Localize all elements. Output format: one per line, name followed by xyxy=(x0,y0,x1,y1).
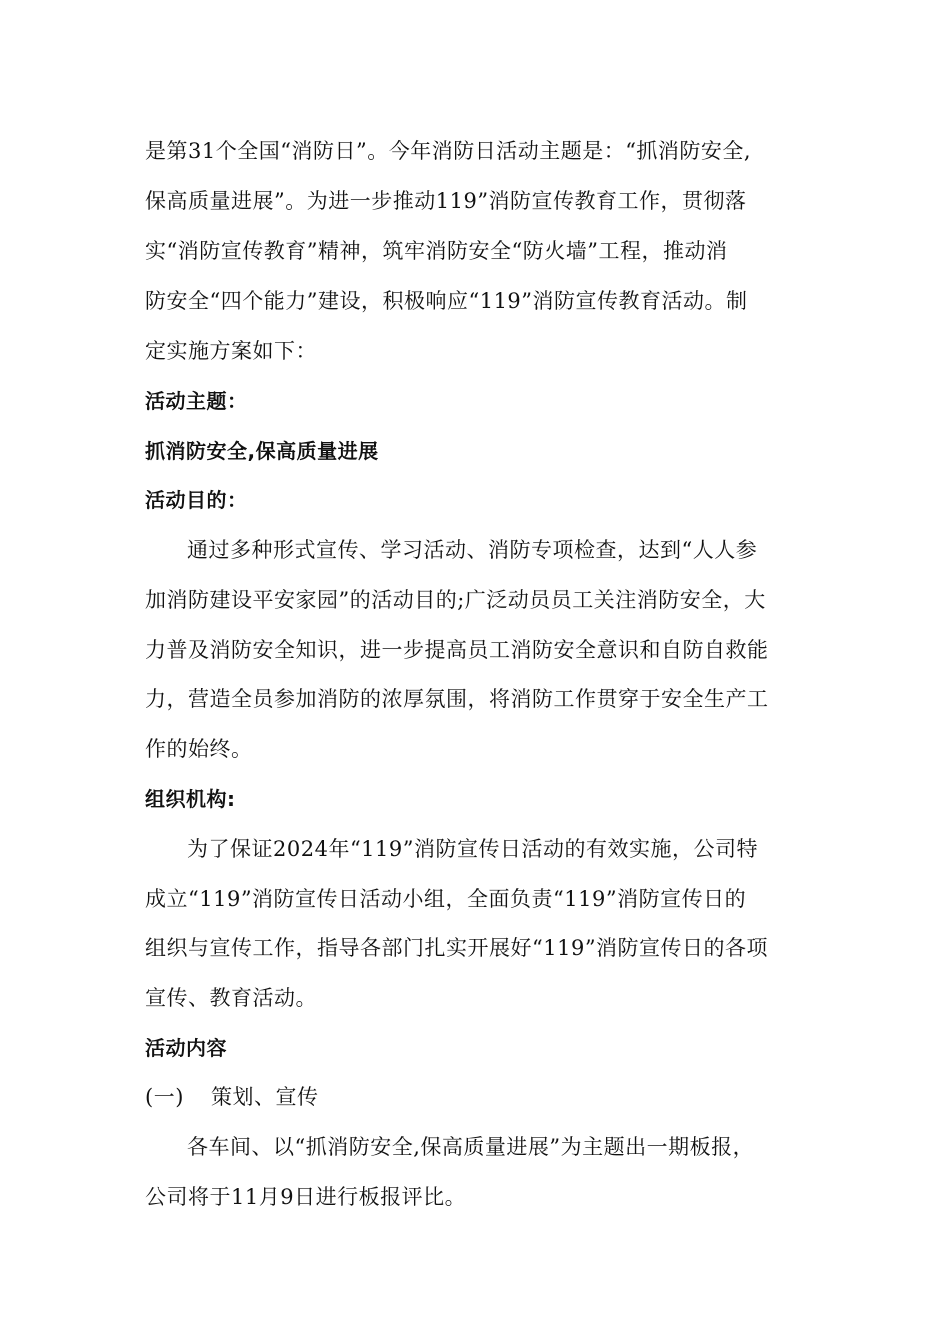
organization-line-3: 组织与宣传工作，指导各部门扎实开展好“119”消防宣传日的各项 xyxy=(145,936,769,960)
content-heading: 活动内容 xyxy=(145,1036,227,1060)
intro-line-2: 保高质量进展”。为进一步推动119”消防宣传教育工作，贯彻落 xyxy=(145,189,747,213)
intro-line-3: 实“消防宣传教育”精神，筑牢消防安全“防火墙”工程，推动消 xyxy=(145,239,728,263)
purpose-line-3: 力普及消防安全知识，进一步提高员工消防安全意识和自防自救能 xyxy=(145,638,769,662)
intro-line-5: 定实施方案如下： xyxy=(145,339,317,363)
intro-line-1: 是第31个全国“消防日”。今年消防日活动主题是：“抓消防安全, xyxy=(145,139,752,163)
organization-line-2: 成立“119”消防宣传日活动小组，全面负责“119”消防宣传日的 xyxy=(145,887,747,911)
intro-line-4: 防安全“四个能力”建设，积极响应“119”消防宣传教育活动。制 xyxy=(145,289,748,313)
theme-heading: 活动主题： xyxy=(145,389,248,413)
purpose-line-1: 通过多种形式宣传、学习活动、消防专项检查，达到“人人参 xyxy=(187,538,758,562)
content-line-2: 公司将于11月9日进行板报评比。 xyxy=(145,1185,467,1209)
subsection-number: (一) xyxy=(145,1085,184,1109)
purpose-line-5: 作的始终。 xyxy=(145,737,253,761)
subsection-title: 策划、宣传 xyxy=(211,1085,319,1109)
purpose-line-2: 加消防建设平安家园”的活动目的;广泛动员员工关注消防安全，大 xyxy=(145,588,766,612)
content-line-1: 各车间、以“抓消防安全,保高质量进展”为主题出一期板报， xyxy=(187,1135,755,1159)
content-subsection-1 xyxy=(145,1082,845,1112)
purpose-heading: 活动目的： xyxy=(145,488,248,512)
purpose-line-4: 力，营造全员参加消防的浓厚氛围，将消防工作贯穿于安全生产工 xyxy=(145,687,769,711)
theme-text: 抓消防安全,保高质量进展 xyxy=(145,439,379,463)
organization-line-4: 宣传、教育活动。 xyxy=(145,986,317,1010)
organization-heading: 组织机构: xyxy=(145,787,236,811)
organization-line-1: 为了保证2024年“119”消防宣传日活动的有效实施，公司特 xyxy=(187,837,758,861)
